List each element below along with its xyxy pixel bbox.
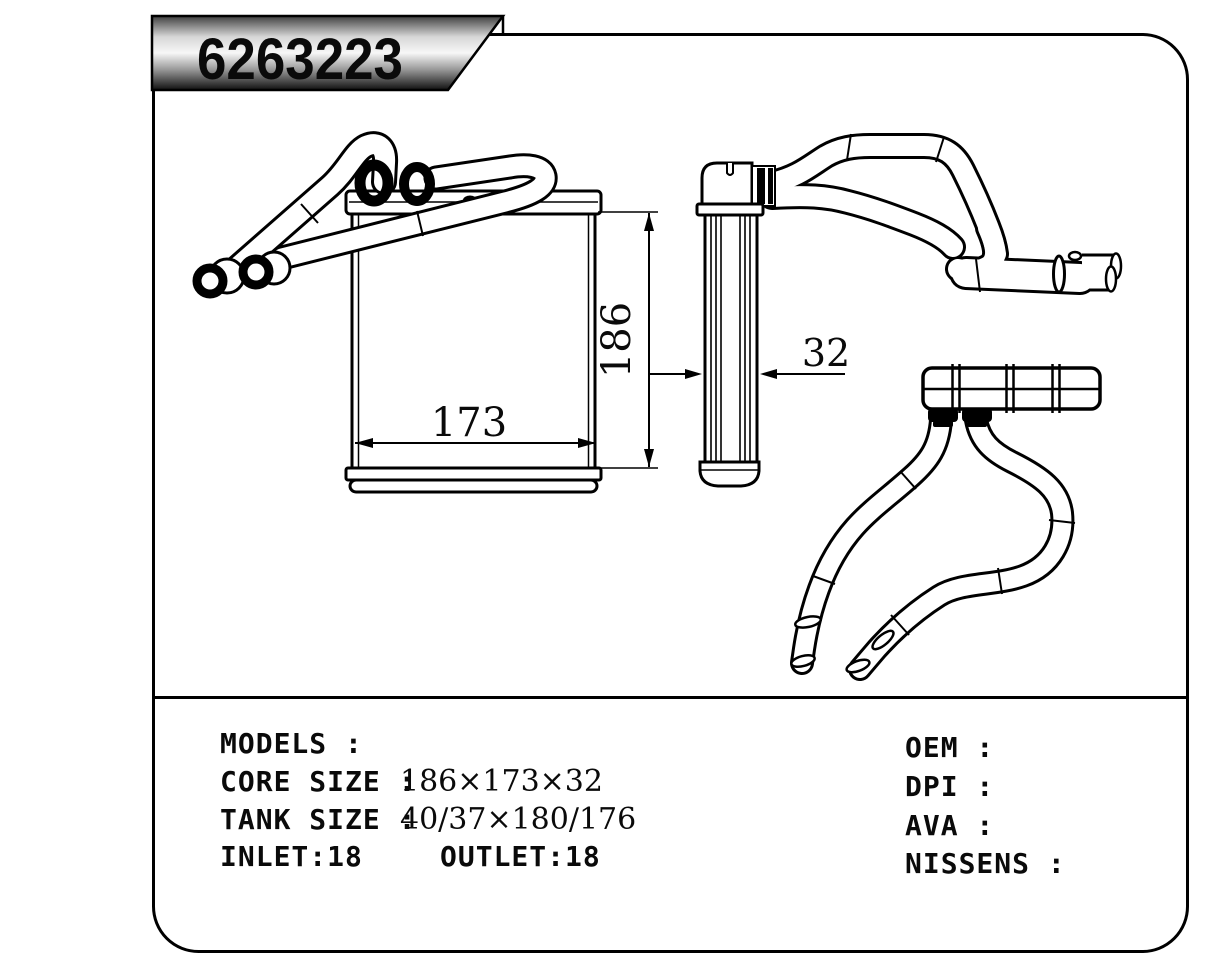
- models-label: MODELS :: [220, 727, 363, 760]
- core-height-label: 186: [594, 301, 640, 379]
- tank-size-label: TANK SIZE :: [220, 803, 417, 836]
- bottom-plate-inner: [350, 480, 597, 492]
- oem-label: OEM :: [905, 731, 995, 764]
- pipe-end-face: [1106, 267, 1116, 292]
- inlet-label: INLET:18: [220, 840, 363, 873]
- pipe-nub: [1069, 252, 1081, 260]
- hose-connector: [928, 408, 958, 422]
- pipe-end-oring: [243, 259, 269, 285]
- part-number: 6263223: [197, 27, 403, 92]
- pipe-end-oring: [197, 268, 223, 294]
- dpi-label: DPI :: [905, 770, 995, 803]
- core-depth-label: 32: [801, 331, 851, 375]
- pipe-collar-ring: [1054, 256, 1065, 292]
- title-banner: [152, 16, 503, 92]
- hose-connector: [962, 408, 992, 422]
- tank-size-value: 40/37×180/176: [400, 802, 637, 837]
- core-size-label: CORE SIZE :: [220, 765, 417, 798]
- nissens-label: NISSENS :: [905, 847, 1066, 880]
- outlet-label: OUTLET:18: [440, 840, 601, 873]
- bottom-cap: [700, 462, 759, 486]
- elbow-notch: [727, 163, 733, 175]
- core-width-label: 173: [430, 400, 508, 446]
- bottom-plate-outer: [346, 468, 601, 480]
- ava-label: AVA :: [905, 809, 995, 842]
- top-flange: [697, 204, 763, 215]
- core-size-value: 186×173×32: [400, 764, 603, 799]
